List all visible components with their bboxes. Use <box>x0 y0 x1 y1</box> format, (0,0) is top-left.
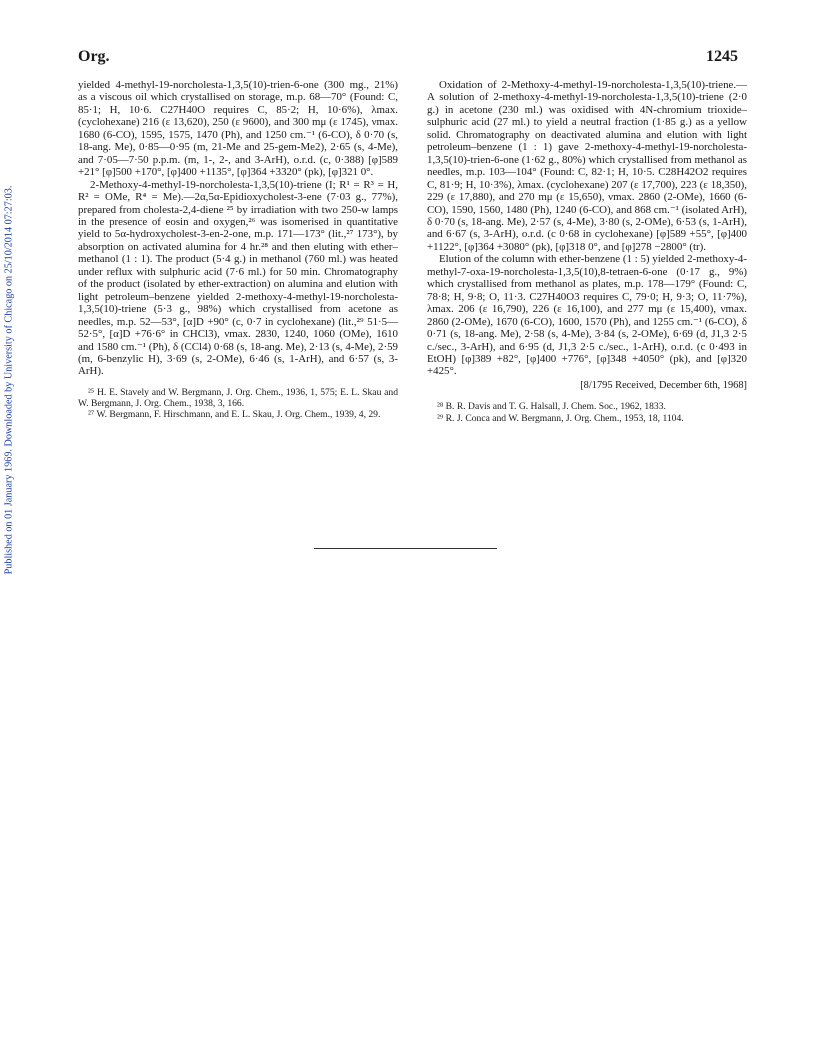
journal-name: Org. <box>78 48 110 65</box>
footnote-28: ²⁸ B. R. Davis and T. G. Halsall, J. Chem. Soc., 1962, 1833. <box>437 401 666 413</box>
end-rule <box>314 548 497 549</box>
received-date: [8/1795 Received, December 6th, 1968] <box>580 379 747 391</box>
left-column <box>78 79 398 420</box>
footnote-27: ²⁷ W. Bergmann, F. Hirschmann, and E. L. Skau, J. Org. Chem., 1939, 4, 29. <box>88 409 381 421</box>
footnotes-left <box>78 387 398 421</box>
paragraph-elution: Elution of the column with ether-benzene (1 : 5) yielded 2-methoxy-4-methyl-7-oxa-19-norcholesta-1,3,5(10),8-tetraen-6-one (0·17 g., 9%) which crystallised from methanol as plates, m.p. 178—179° (Found: C, 78·8; H, 9·8; O, 11·3. C27H40O3 requires C, 79·0; H, 9·3; O, 11·7%), λmax. 206 (ε 16,790), 226 (ε 16,100), and 277 mμ (ε 15,400), νmax. 2860 (2-OMe), 1670 (6-CO), 1600, 1570 (Ph), and 1255 cm.⁻¹ (6-CO), δ 0·71 (s, 18-ang. Me), 2·58 (s, 4-Me), 3·84 (s, 2-OMe), 6·69 (d, J1,3 2·5 c./sec., 3-ArH), and 6·95 (d, J1,3 2·5 c./sec., 1-ArH), o.r.d. (c 0·493 in EtOH) [φ]389 +82°, [φ]400 +776°, [φ]348 +4050° (pk), and [φ]320 +425°. <box>427 253 747 378</box>
page-header <box>78 48 738 68</box>
footnote-25-26: ²⁵ H. E. Stavely and W. Bergmann, J. Org. Chem., 1936, 1, 575; E. L. Skau and W. Bergmann, J. Org. Chem., 1938, 3, 166. <box>78 386 398 410</box>
download-watermark-text: Published on 01 January 1969. Downloaded by University of Chicago on 25/10/2014 07:27:03. <box>3 185 15 575</box>
right-column <box>427 79 747 424</box>
paragraph-oxidation: Oxidation of 2-Methoxy-4-methyl-19-norcholesta-1,3,5(10)-triene.—A solution of 2-methoxy-4-methyl-19-norcholesta-1,3,5(10)-triene (2·0 g.) in acetone (230 ml.) was oxidised with 4N-chromium trioxide–sulphuric acid (27 ml.) to yield a neutral fraction (1·85 g.) as a yellow solid. Chromatography on deactivated alumina and elution with light petroleum–benzene (1 : 1) gave 2-methoxy-4-methyl-19-norcholesta-1,3,5(10)-trien-6-one (1·62 g., 80%) which crystallised from methanol as needles, m.p. 103—104° (Found: C, 82·1; H, 10·5. C28H42O2 requires C, 81·9; H, 10·3%), λmax. (cyclohexane) 207 (ε 17,700), 223 (ε 18,350), 229 (ε 17,880), and 270 mμ (ε 15,650), νmax. 2860 (2-OMe), 1660 (6-CO), 1590, 1560, 1480 (Ph), 1240 (6-CO), and 868 cm.⁻¹ (isolated ArH), δ 0·70 (s, 18-ang. Me), 2·57 (s, 4-Me), 3·80 (s, 2-OMe), 6·53 (s, 1-ArH), and 6·67 (s, 3-ArH), o.r.d. (c 0·68 in cyclohexane) [φ]589 +55°, [φ]400 +1122°, [φ]364 +3080° (pk), [φ]318 0°, and [φ]278 −2800° (tr). <box>427 79 747 253</box>
paragraph-methoxy-triene: 2-Methoxy-4-methyl-19-norcholesta-1,3,5(10)-triene (I; R¹ = R³ = H, R² = OMe, R⁴ = Me).—2α,5α-Epidioxycholest-3-ene (7·03 g., 77%), prepared from cholesta-2,4-diene ²⁵ by irradiation with two 250-w lamps in the presence of eosin and oxygen,²⁶ was isomerised in quantitative yield to 5α-hydroxycholest-3-en-2-one, m.p. 171—173° (lit.,²⁷ 173°), by absorption on activated alumina for 4 hr.²⁸ and then eluting with ether–methanol (1 : 1). The product (5·4 g.) in methanol (760 ml.) was heated under reflux with sulphuric acid (7·6 ml.) for 50 min. Chromatography of the product (isolated by ether-extraction) on alumina and elution with light petroleum–benzene yielded 2-methoxy-4-methyl-19-norcholesta-1,3,5(10)-triene (5·3 g., 98%) which crystallised from acetone as needles, m.p. 52—53°, [α]D +90° (c, 0·7 in cyclohexane) (lit.,²⁹ 51·5—52·5°, [α]D +76·6° in CHCl3), νmax. 2830, 1240, 1060 (OMe), 1610 and 1580 cm.⁻¹ (Ph), δ (CCl4) 0·68 (s, 18-ang. Me), 2·13 (s, 4-Me), 2·59 (m, 6-benzylic H), 3·69 (s, 2-OMe), 6·46 (s, 1-ArH), and 6·57 (s, 3-ArH). <box>78 178 398 378</box>
footnotes-right <box>427 401 747 423</box>
page-number: 1245 <box>706 48 738 65</box>
paragraph-trienone-continued: yielded 4-methyl-19-norcholesta-1,3,5(10)-trien-6-one (300 mg., 21%) as a viscous oil which crystallised on storage, m.p. 68—70° (Found: C, 85·1; H, 10·6. C27H40O requires C, 85·2; H, 10·6%), λmax. (cyclohexane) 216 (ε 13,620), 250 (ε 9600), and 300 mμ (ε 1745), νmax. 1680 (6-CO), 1595, 1575, 1470 (Ph), and 1250 cm.⁻¹ (6-CO), δ 0·70 (s, 18-ang. Me), 0·85—0·95 (m, 21-Me and 25-gem-Me2), 2·65 (s, 4-Me), and 7·05—7·50 p.p.m. (m, 1-, 2-, and 3-ArH), o.r.d. (c, 0·388) [φ]589 +21° [φ]500 +170°, [φ]400 +1135°, [φ]364 +3320° (pk), [φ]321 0°. <box>78 79 398 179</box>
download-watermark <box>1 110 17 650</box>
footnote-29: ²⁹ R. J. Conca and W. Bergmann, J. Org. Chem., 1953, 18, 1104. <box>437 412 684 424</box>
